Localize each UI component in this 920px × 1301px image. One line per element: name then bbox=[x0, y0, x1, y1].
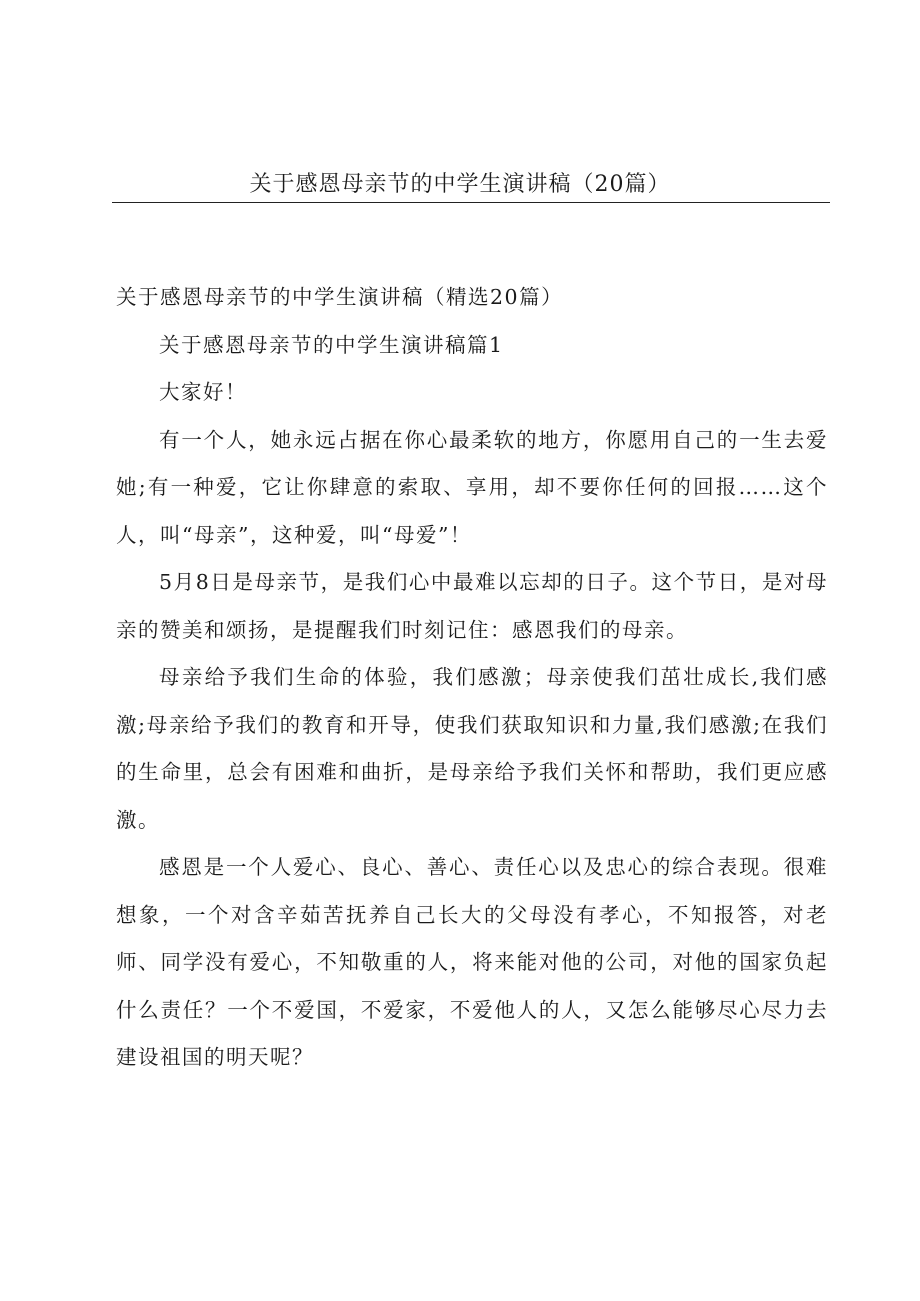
document-body bbox=[116, 274, 828, 1082]
header-divider bbox=[112, 202, 830, 203]
section-heading: 关于感恩母亲节的中学生演讲稿篇1 bbox=[159, 332, 504, 357]
document-header-title: 关于感恩母亲节的中学生演讲稿（20篇） bbox=[249, 172, 671, 197]
paragraph: 感恩是一个人爱心、良心、善心、责任心以及忠心的综合表现。很难想象，一个对含辛茹苦抚养自己长大的父母没有孝心，不知报答，对老师、同学没有爱心，不知敬重的人，将来能对他的公司，对他的国家负起什么责任？一个不爱国，不爱家，不爱他人的人，又怎么能够尽心尽力去建设祖国的明天呢？ bbox=[116, 855, 828, 1069]
paragraph: 5月8日是母亲节，是我们心中最难以忘却的日子。这个节日，是对母亲的赞美和颂扬，是提醒我们时刻记住：感恩我们的母亲。 bbox=[116, 570, 828, 642]
document-subtitle: 关于感恩母亲节的中学生演讲稿（精选20篇） bbox=[116, 285, 564, 309]
paragraph: 母亲给予我们生命的体验，我们感激；母亲使我们茁壮成长,我们感激;母亲给予我们的教育和开导，使我们获取知识和力量,我们感激;在我们的生命里，总会有困难和曲折，是母亲给予我们关怀和帮助，我们更应感激。 bbox=[116, 665, 828, 832]
paragraph-greeting: 大家好！ bbox=[159, 380, 248, 404]
paragraph: 有一个人，她永远占据在你心最柔软的地方，你愿用自己的一生去爱她;有一种爱，它让你肆意的索取、享用，却不要你任何的回报……这个人，叫“母亲”，这种爱，叫“母爱”！ bbox=[116, 427, 828, 547]
